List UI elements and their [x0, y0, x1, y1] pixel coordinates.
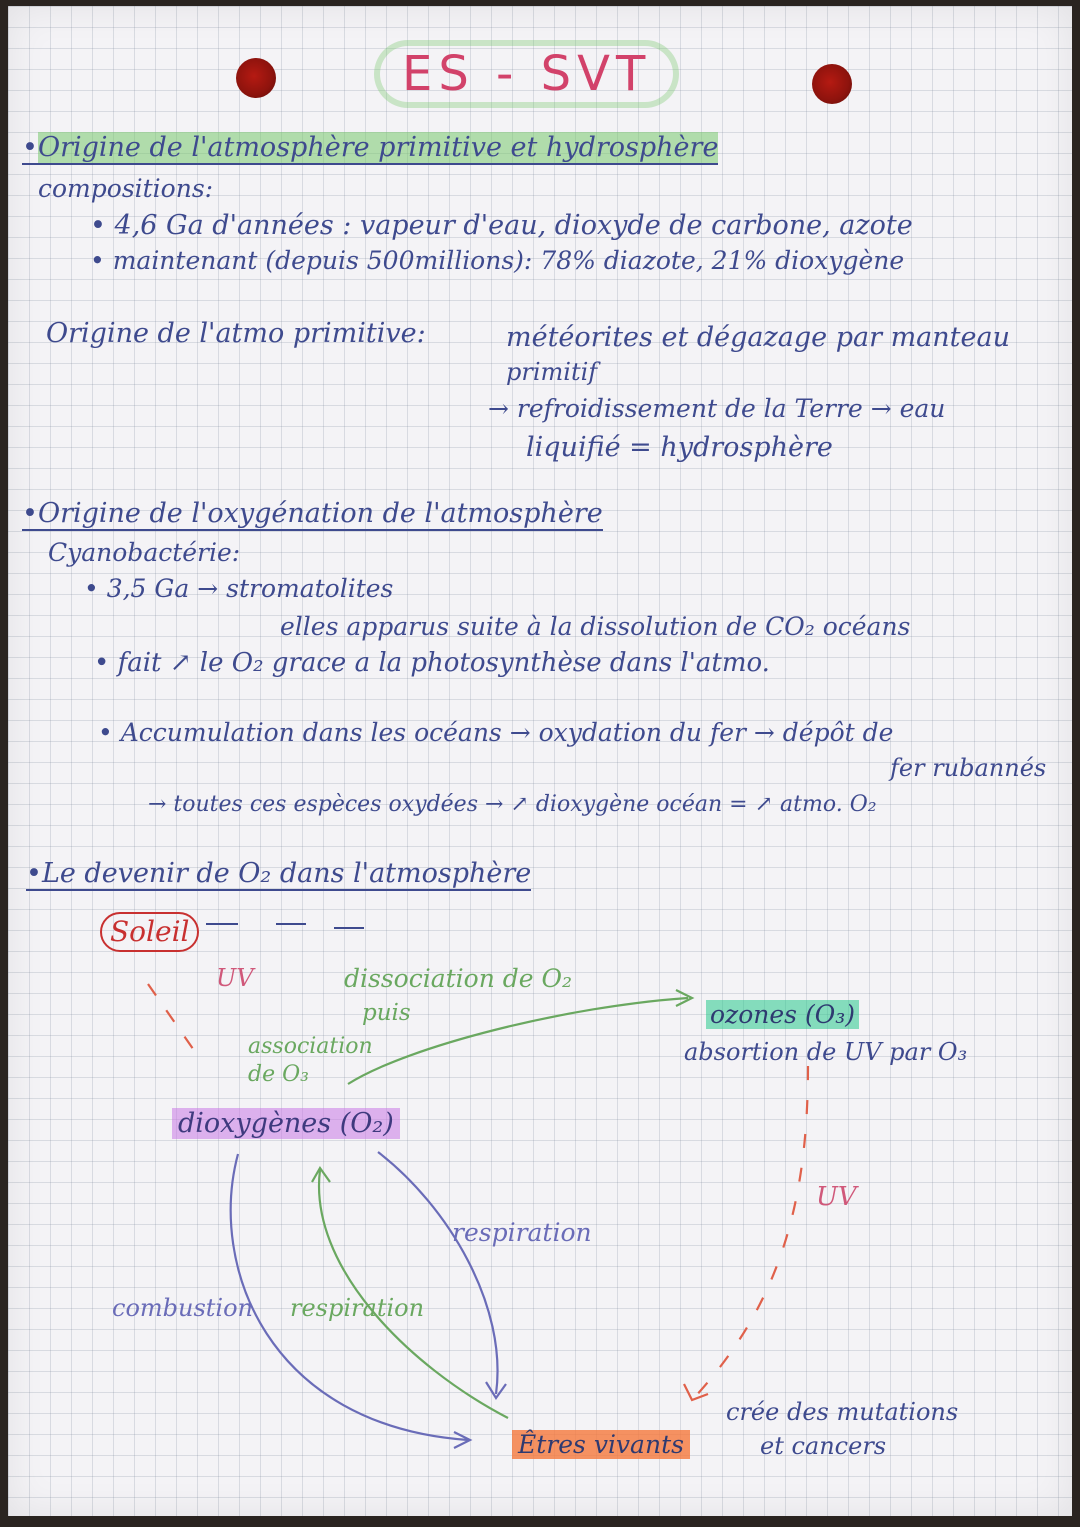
association-line2: de O₃: [248, 1062, 309, 1087]
section2-heading-text: Origine de l'oxygénation de l'atmosphère: [37, 498, 603, 529]
origin-text1: météorites et dégazage par manteau: [506, 322, 1010, 353]
origin-label: Origine de l'atmo primitive:: [46, 318, 426, 349]
o2-cycle-diagram: [8, 6, 1072, 1516]
section2-bullet3-cont: fer rubannés: [890, 754, 1047, 782]
section2-bullet1-text: 3,5 Ga → stromatolites: [106, 574, 394, 603]
compositions-label: compositions:: [38, 174, 214, 203]
section1-heading-text: Origine de l'atmosphère primitive et hydrosphère: [37, 132, 719, 163]
uv-label-1: UV: [216, 964, 254, 992]
notebook-page: [8, 6, 1072, 1516]
dissociation-line1: dissociation de O₂: [344, 964, 573, 993]
dissociation-line2: puis: [362, 1000, 411, 1026]
soleil-label: Soleil: [100, 912, 199, 952]
respiration-right-label: respiration: [452, 1218, 592, 1247]
cyano-label: Cyanobactérie:: [48, 538, 241, 567]
arrow-respiration-green: [312, 1168, 508, 1418]
arrow-ozone-to-etres-dashed: [684, 1066, 808, 1400]
combustion-label: combustion: [112, 1294, 254, 1322]
page-title: ES - SVT: [380, 46, 673, 102]
section1-bullet2-text: maintenant (depuis 500millions): 78% diazote, 21% dioxygène: [112, 246, 905, 275]
section1-bullet1-text: 4,6 Ga d'années : vapeur d'eau, dioxyde de carbone, azote: [114, 210, 913, 241]
origin-text3: → refroidissement de la Terre → eau: [488, 394, 946, 423]
section2-bullet4: → toutes ces espèces oxydées → ↗ dioxygène océan = ↗ atmo. O₂: [148, 792, 877, 817]
bullet-icon: •: [22, 498, 38, 529]
mutations-line2: et cancers: [760, 1432, 887, 1460]
etres-vivants-label: Êtres vivants: [512, 1430, 690, 1459]
section2-bullet2-text: fait ↗ le O₂ grace a la photosynthèse dans l'atmo.: [117, 648, 770, 678]
respiration-mid-label: respiration: [290, 1294, 425, 1322]
bullet-icon: •: [26, 858, 42, 889]
bullet-icon: •: [22, 132, 38, 163]
association-line1: association: [248, 1034, 373, 1059]
arrow-respiration-purple: [378, 1152, 506, 1398]
section2-bullet3: • Accumulation dans les océans → oxydation du fer → dépôt de: [98, 718, 894, 747]
section2-bullet3-text: Accumulation dans les océans → oxydation du fer → dépôt de: [120, 718, 894, 747]
section3-heading-text: Le devenir de O₂ dans l'atmosphère: [41, 858, 532, 889]
origin-text4: liquifié = hydrosphère: [526, 432, 833, 463]
section2-bullet1-cont: elles apparus suite à la dissolution de CO₂ océans: [280, 612, 911, 641]
dioxygenes-label: dioxygènes (O₂): [172, 1108, 400, 1139]
origin-text2: primitif: [506, 358, 598, 386]
section2-bullet1: • 3,5 Ga → stromatolites: [84, 574, 394, 603]
uv-label-2: UV: [816, 1182, 857, 1212]
section2-bullet2: • fait ↗ le O₂ grace a la photosynthèse dans l'atmo.: [94, 648, 770, 678]
section1-bullet1: • 4,6 Ga d'années : vapeur d'eau, dioxyde de carbone, azote: [90, 210, 913, 241]
mutations-line1: crée des mutations: [726, 1398, 959, 1426]
ozones-label: ozones (O₃): [706, 1000, 859, 1029]
section1-bullet2: • maintenant (depuis 500millions): 78% diazote, 21% dioxygène: [90, 246, 905, 275]
absorption-label: absortion de UV par O₃: [684, 1038, 968, 1066]
